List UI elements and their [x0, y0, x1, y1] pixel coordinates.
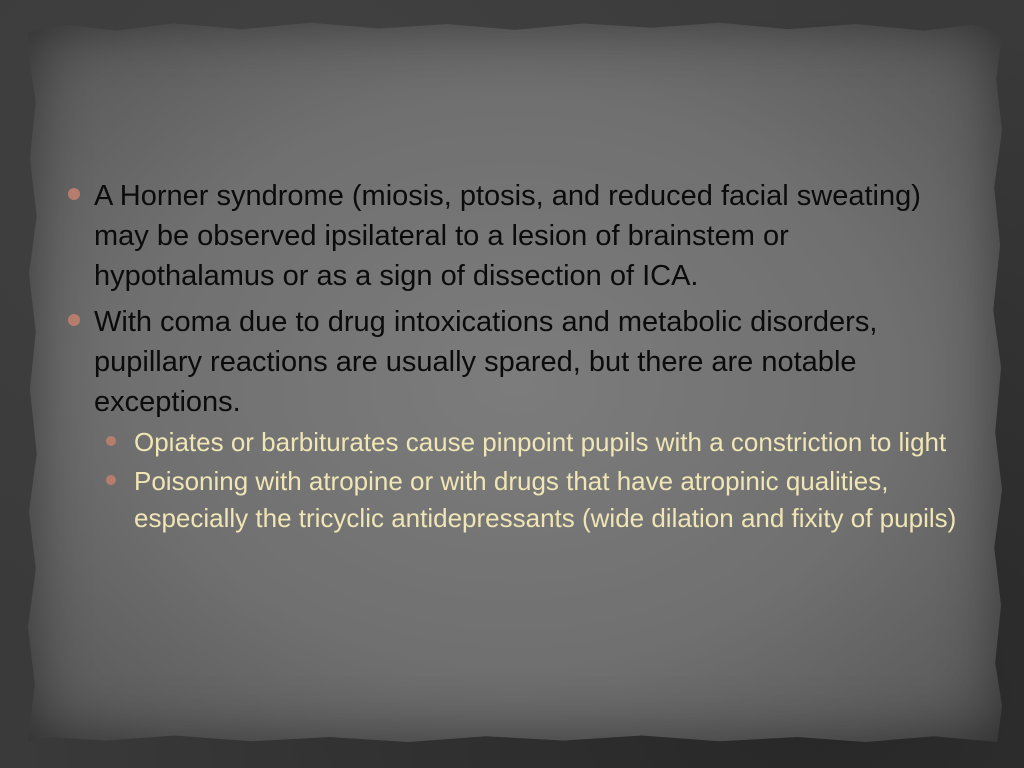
sub-bullet-dot-icon: [106, 475, 116, 485]
sub-bullet-item: [94, 424, 962, 461]
bullet-text: With coma due to drug intoxications and metabolic disorders, pupillary reactions are usually spared, but there are notable exceptions.: [94, 306, 878, 418]
sub-bullet-text: Poisoning with atropine or with drugs that have atropinic qualities, especially the tricyclic antidepressants (wide dilation and fixity of pupils): [134, 466, 957, 533]
sub-bullet-item: [94, 463, 962, 537]
sub-bullet-list: [94, 424, 962, 537]
bullet-item: [62, 176, 962, 296]
bullet-dot-icon: [68, 188, 80, 200]
bullet-text: A Horner syndrome (miosis, ptosis, and reduced facial sweating) may be observed ipsilateral to a lesion of brainstem or hypothalamus or as a sign of dissection of ICA.: [94, 180, 921, 292]
bullet-dot-icon: [68, 314, 80, 326]
sub-bullet-text: Opiates or barbiturates cause pinpoint pupils with a constriction to light: [134, 427, 947, 457]
bullet-list: [62, 176, 962, 537]
bullet-item: [62, 302, 962, 537]
sub-bullet-dot-icon: [106, 436, 116, 446]
slide-content: [62, 176, 962, 543]
